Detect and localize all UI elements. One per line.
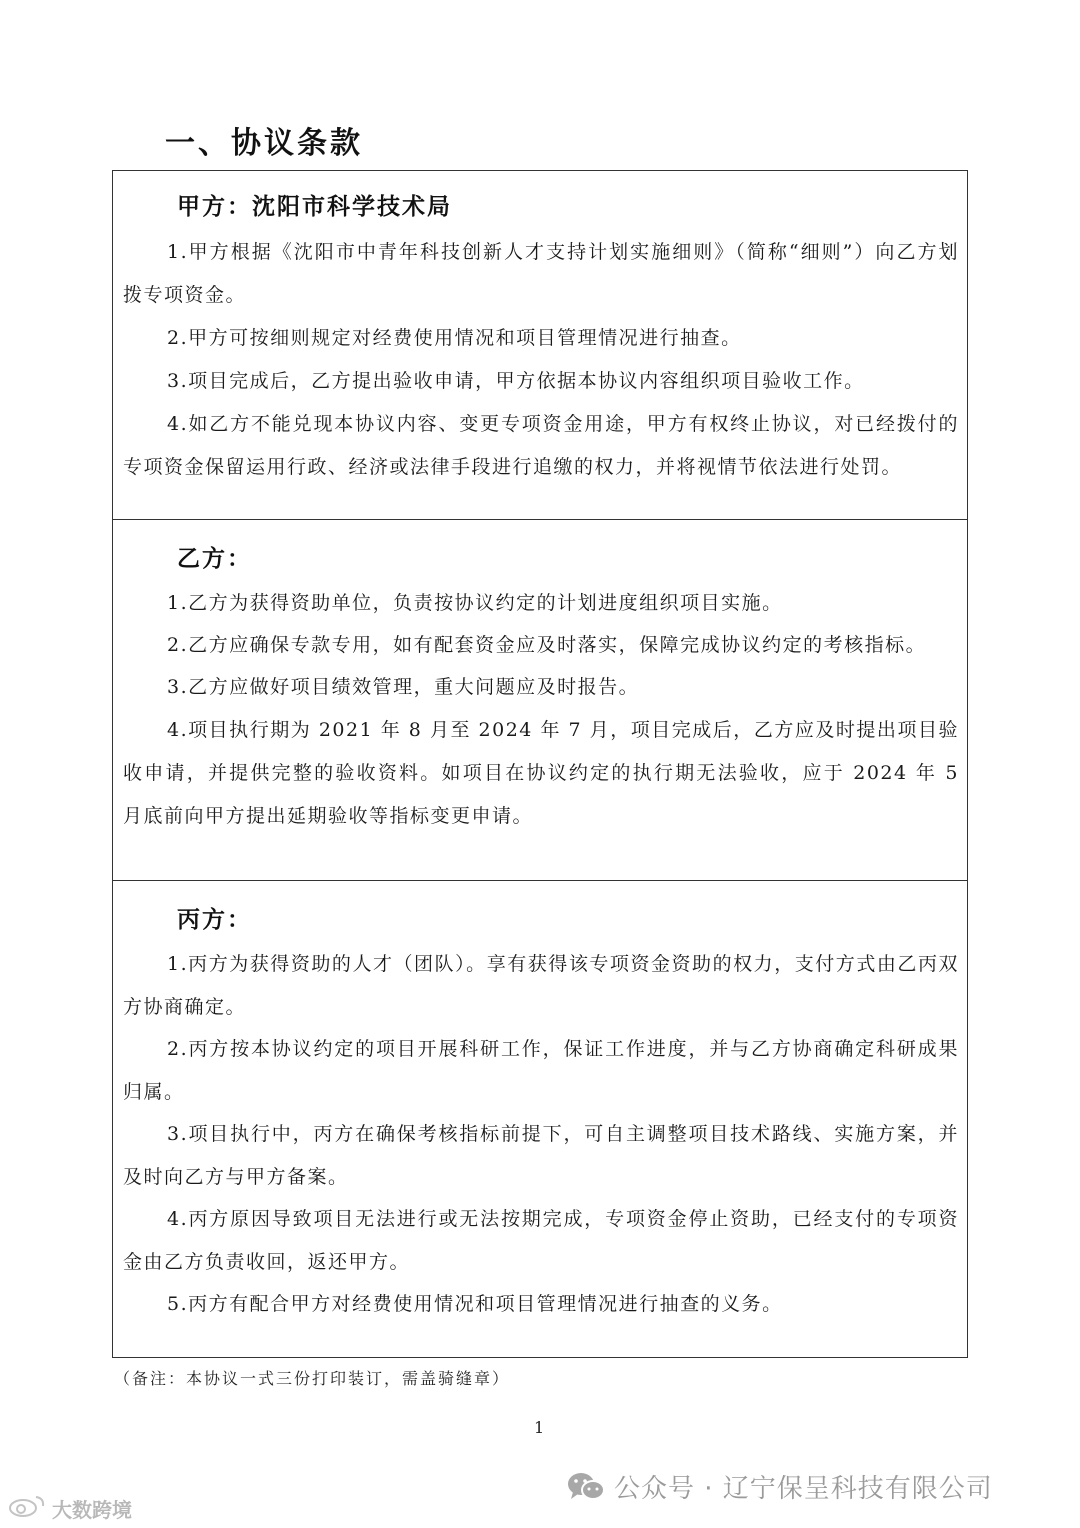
agreement-table [112, 170, 968, 1358]
party-c-clause-4: 4.丙方原因导致项目无法进行或无法按期完成，专项资金停止资助，已经支付的专项资金由乙方负责收回，返还甲方。 [123, 1208, 959, 1273]
party-b-clause-3: 3.乙方应做好项目绩效管理，重大问题应及时报告。 [167, 676, 640, 698]
party-c-clause-2: 2.丙方按本协议约定的项目开展科研工作，保证工作进度，并与乙方协商确定科研成果归属。 [123, 1038, 959, 1103]
corner-watermark-text: 大数跨境 [52, 1498, 132, 1522]
party-b-section [113, 520, 967, 881]
footnote: （备注：本协议一式三份打印装订，需盖骑缝章） [114, 1369, 511, 1388]
weibo-icon [8, 1494, 48, 1523]
section-title: 一、协议条款 [165, 126, 363, 161]
party-c-heading: 丙方： [177, 907, 252, 933]
party-a-clause-2: 2.甲方可按细则规定对经费使用情况和项目管理情况进行抽查。 [167, 327, 742, 349]
corner-watermark [8, 1494, 132, 1523]
party-b-clause-2: 2.乙方应确保专款专用，如有配套资金应及时落实，保障完成协议约定的考核指标。 [167, 634, 927, 656]
wechat-watermark [566, 1468, 993, 1505]
party-b-clause-4: 4.项目执行期为 2021 年 8 月至 2024 年 7 月，项目完成后，乙方应及时提出项目验收申请，并提供完整的验收资料。如项目在协议约定的执行期无法验收，应于 2024 年 5 月底前向甲方提出延期验收等指标变更申请。 [123, 719, 959, 827]
wechat-watermark-text: 公众号 · 辽宁保呈科技有限公司 [614, 1474, 993, 1504]
party-a-section [113, 171, 967, 520]
party-a-clause-4: 4.如乙方不能兑现本协议内容、变更专项资金用途，甲方有权终止协议，对已经拨付的专项资金保留运用行政、经济或法律手段进行追缴的权力，并将视情节依法进行处罚。 [123, 413, 959, 478]
wechat-icon [566, 1470, 606, 1504]
party-a-clause-3: 3.项目完成后，乙方提出验收申请，甲方依据本协议内容组织项目验收工作。 [167, 370, 865, 392]
party-a-clause-1: 1.甲方根据《沈阳市中青年科技创新人才支持计划实施细则》（简称“细则”）向乙方划拨专项资金。 [123, 241, 959, 306]
party-c-clause-5: 5.丙方有配合甲方对经费使用情况和项目管理情况进行抽查的义务。 [167, 1293, 783, 1315]
party-c-clause-1: 1.丙方为获得资助的人才（团队）。享有获得该专项资金资助的权力，支付方式由乙丙双方协商确定。 [123, 953, 959, 1018]
party-b-heading: 乙方： [177, 546, 252, 572]
party-b-clause-1: 1.乙方为获得资助单位，负责按协议约定的计划进度组织项目实施。 [167, 592, 783, 614]
page-number: 1 [534, 1418, 545, 1437]
party-a-heading: 甲方：沈阳市科学技术局 [177, 194, 452, 220]
party-c-section [113, 881, 967, 1357]
party-c-clause-3: 3.项目执行中，丙方在确保考核指标前提下，可自主调整项目技术路线、实施方案，并及时向乙方与甲方备案。 [123, 1123, 959, 1188]
